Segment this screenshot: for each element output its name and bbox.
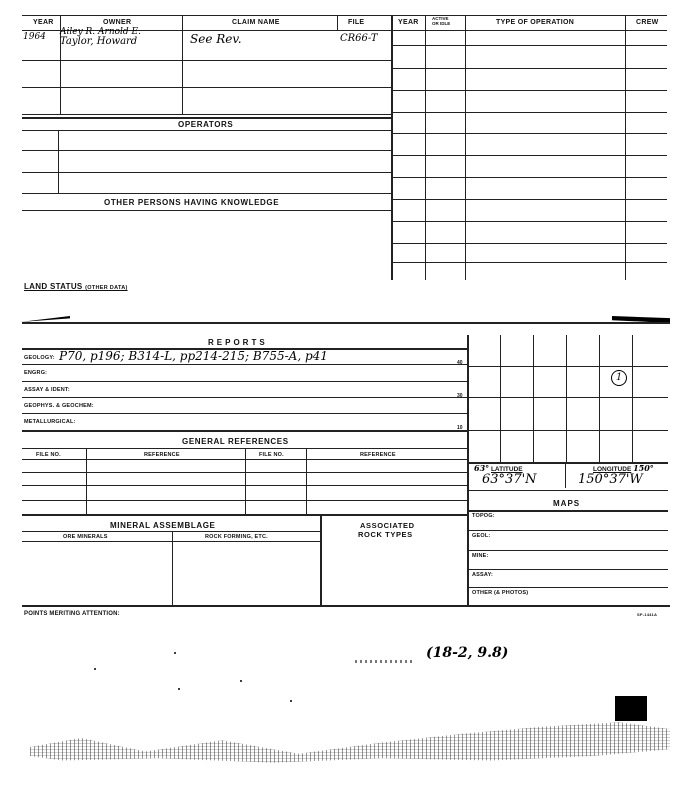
col-header-file: FILE <box>348 19 365 26</box>
entry-owner-line2: Taylor, Howard <box>60 36 138 47</box>
report-label-engrg: ENGRG: <box>24 370 48 376</box>
crew-col-divider <box>625 15 626 280</box>
latitude-value: 63°37'N <box>482 472 537 487</box>
scan-speck <box>178 688 180 690</box>
middle-section-bottom-line <box>22 605 670 607</box>
grid-line <box>599 335 600 462</box>
op-row-line <box>392 45 667 46</box>
op-row-line <box>392 199 667 200</box>
active-col-divider <box>465 15 466 280</box>
col-header-type-of-operation: TYPE OF OPERATION <box>496 19 575 26</box>
operators-top-line <box>22 117 392 119</box>
report-value-geology: P70, p196; B314-L, pp214-215; B755-A, p41 <box>59 349 328 363</box>
report-label-metallurgical: METALLURGICAL: <box>24 419 76 425</box>
report-label-geophys: GEOPHYS. & GEOCHEM: <box>24 403 94 409</box>
middle-section-top-line <box>22 322 670 324</box>
operators-row-line <box>22 150 392 151</box>
genref-header-reference-1: REFERENCE <box>144 452 180 458</box>
col-header-owner: OWNER <box>103 19 132 26</box>
main-vertical-divider <box>391 15 393 280</box>
operators-bottom-line <box>22 193 392 194</box>
other-persons-title: OTHER PERSONS HAVING KNOWLEDGE <box>104 198 280 207</box>
points-meriting-label: POINTS MERITING ATTENTION: <box>24 611 120 617</box>
op-row-line <box>392 243 667 244</box>
op-row-line <box>392 221 667 222</box>
owner-row-line <box>22 60 392 61</box>
latlong-divider <box>565 462 566 488</box>
maps-row-geol: GEOL: <box>472 533 491 539</box>
report-label-assay: ASSAY & IDENT: <box>24 387 70 393</box>
longitude-suffix: 150° <box>633 463 654 473</box>
circled-mark: 1 <box>611 370 627 386</box>
or-idle-label: OR IDLE <box>432 21 451 26</box>
operators-title: OPERATORS <box>178 120 234 129</box>
op-row-line <box>392 133 667 134</box>
grid-line <box>533 335 534 462</box>
grid-line <box>500 335 501 462</box>
maps-row-line <box>468 550 668 551</box>
land-status-text: LAND STATUS <box>24 282 83 291</box>
col-divider <box>337 15 338 30</box>
side-number-10: 10 <box>457 425 463 431</box>
associated-label-1: ASSOCIATED <box>360 521 415 530</box>
grid-line <box>632 335 633 462</box>
mineral-header-line <box>22 531 320 532</box>
scan-speck <box>290 700 292 702</box>
col-header-year-2: YEAR <box>398 19 419 26</box>
genref-header-reference-2: REFERENCE <box>360 452 396 458</box>
maps-row-mine: MINE: <box>472 553 489 559</box>
latitude-label: LATITUDE <box>490 466 523 473</box>
grid-line <box>566 335 567 462</box>
side-number-40: 40 <box>457 360 463 366</box>
grid-line <box>468 366 668 367</box>
report-row-line <box>22 381 468 382</box>
handwritten-note: (18-2, 9.8) <box>426 645 509 661</box>
mineral-col-rock-forming: ROCK FORMING, ETC. <box>205 534 268 540</box>
associated-divider <box>320 514 322 605</box>
maps-row-line <box>468 530 668 531</box>
op-row-line <box>392 90 667 91</box>
maps-row-assay: ASSAY: <box>472 572 494 578</box>
maps-title: MAPS <box>553 499 581 508</box>
entry-claim-name: See Rev. <box>190 32 242 46</box>
reports-bottom-line <box>22 430 468 432</box>
report-row-line <box>22 413 468 414</box>
form-number: SP-1441A <box>637 612 658 617</box>
general-references-title: GENERAL REFERENCES <box>182 437 289 446</box>
report-row-line <box>22 364 468 365</box>
reports-title: REPORTS <box>208 338 268 347</box>
longitude-value: 150°37'W <box>578 472 643 487</box>
col-divider <box>182 15 183 30</box>
owner-row-line <box>22 87 392 88</box>
middle-vertical-divider <box>467 335 469 605</box>
op-row-line <box>392 68 667 69</box>
genref-header-file-no-1: FILE NO. <box>36 452 61 458</box>
entry-owner-line1: Ailey R. Arnold E. <box>60 27 141 37</box>
op-row-line <box>392 112 667 113</box>
scan-speck <box>94 668 96 670</box>
claim-col-divider <box>182 30 183 114</box>
genref-col-divider <box>306 448 307 514</box>
genref-bottom-line <box>22 514 468 516</box>
latitude-prefix: 63° <box>474 463 490 473</box>
operators-col-divider <box>58 130 59 193</box>
scan-speck <box>174 652 176 654</box>
scan-noise <box>355 660 415 663</box>
black-scan-blot <box>615 696 647 721</box>
mineral-col-divider <box>172 531 173 605</box>
maps-row-other: OTHER (& PHOTOS) <box>472 590 529 596</box>
genref-col-divider <box>86 448 87 514</box>
report-row-line <box>22 397 468 398</box>
active-label: ACTIVE <box>432 16 449 21</box>
maps-row-topog: TOPOG: <box>472 513 495 519</box>
owner-row-line <box>22 114 392 115</box>
genref-col-divider <box>245 448 246 514</box>
year-col-divider <box>425 15 426 280</box>
maps-header-line <box>468 510 668 512</box>
operators-row-line <box>22 172 392 173</box>
land-status-label <box>24 282 128 291</box>
op-row-line <box>392 177 667 178</box>
land-status-sub: (OTHER DATA) <box>85 285 128 291</box>
maps-row-line <box>468 569 668 570</box>
op-row-line <box>392 262 667 263</box>
col-header-crew: CREW <box>636 19 659 26</box>
longitude-label: LONGITUDE <box>593 466 632 473</box>
maps-row-line <box>468 587 668 588</box>
genref-header-file-no-2: FILE NO. <box>259 452 284 458</box>
entry-year: 1964 <box>23 32 46 42</box>
col-header-year: YEAR <box>33 19 54 26</box>
maps-top-line <box>468 490 668 491</box>
col-header-active-idle <box>432 16 450 26</box>
operators-header-line <box>22 130 392 131</box>
grid-line <box>468 397 668 398</box>
mineral-assemblage-title: MINERAL ASSEMBLAGE <box>110 521 216 530</box>
op-row-line <box>392 155 667 156</box>
scan-smudge <box>30 720 670 765</box>
mineral-subheader-line <box>22 541 320 542</box>
grid-line <box>468 430 668 431</box>
col-header-claim-name: CLAIM NAME <box>232 19 280 26</box>
report-label-geology: GEOLOGY: <box>24 355 55 361</box>
associated-label-2: ROCK TYPES <box>358 530 413 539</box>
top-border-line <box>22 15 667 16</box>
scan-speck <box>240 680 242 682</box>
side-number-30: 30 <box>457 393 463 399</box>
other-persons-header-line <box>22 210 392 211</box>
mineral-col-ore: ORE MINERALS <box>63 534 108 540</box>
entry-file: CR66-T <box>340 33 378 44</box>
